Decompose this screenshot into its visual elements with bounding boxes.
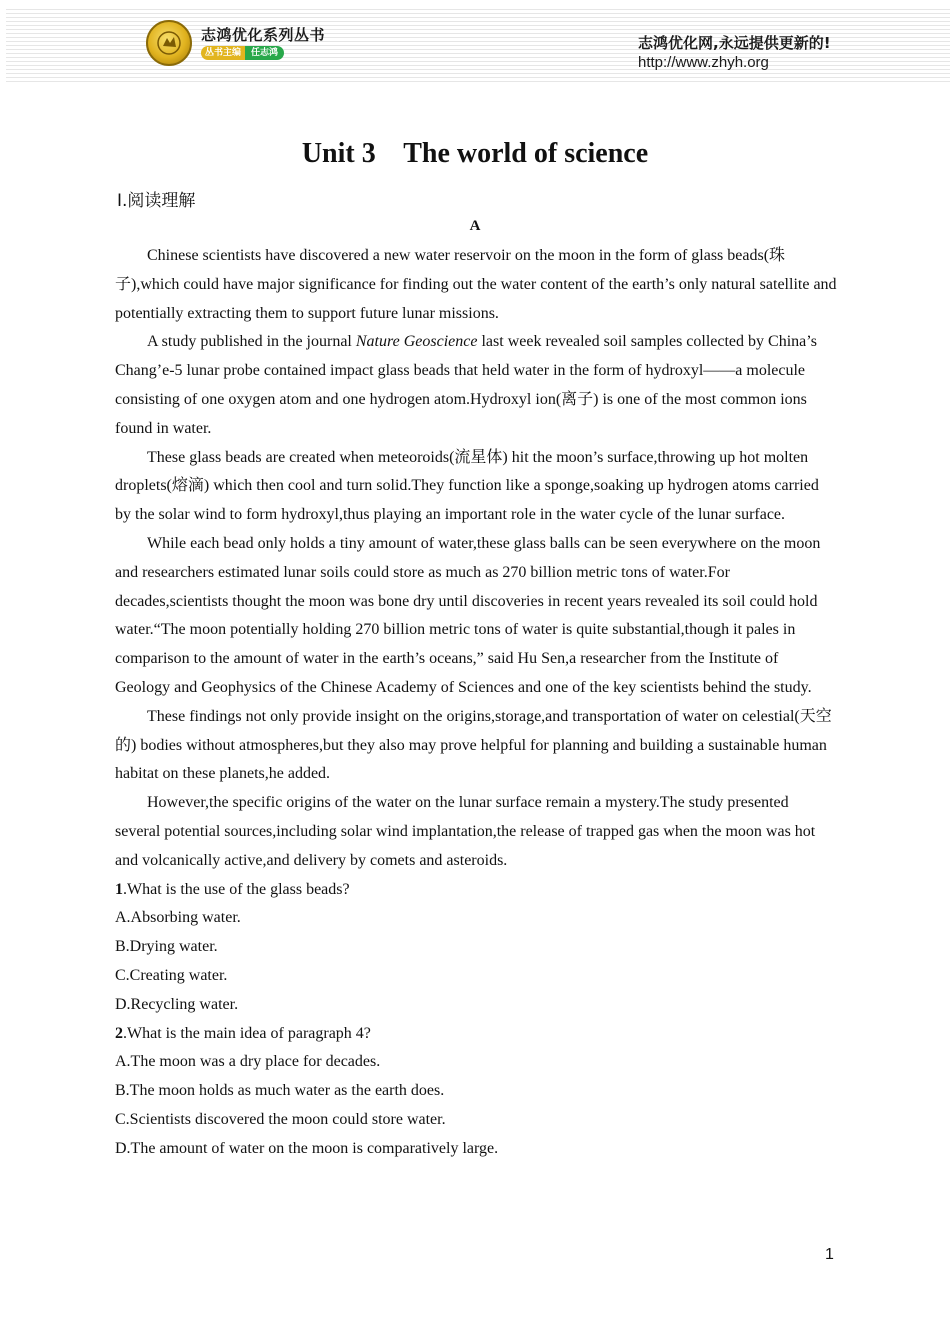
question-stem: .What is the main idea of paragraph 4? xyxy=(123,1024,371,1042)
reading-passage xyxy=(115,242,837,1164)
question-number: 1 xyxy=(115,880,123,898)
option-2d: D.The amount of water on the moon is comparatively large. xyxy=(115,1139,499,1157)
paragraph-3: These glass beads are created when meteoroids(流星体) hit the moon’s surface,throwing up hot molten droplets(熔滴) which then cool and turn solid.They function like a sponge,soaking up hydrogen atoms carried by the solar wind to form hydroxyl,thus playing an important role in the water cycle of the lunar surface. xyxy=(115,448,819,524)
journal-name: Nature Geoscience xyxy=(355,333,478,351)
paragraph-6: However,the specific origins of the water on the lunar surface remain a mystery.The study presented several potential sources,including solar wind implantation,the release of trapped gas when the moon was hot and volcanically active,and delivery by comets and asteroids. xyxy=(115,794,816,869)
option-1a: A.Absorbing water. xyxy=(115,909,241,927)
page-number: 1 xyxy=(825,1246,834,1263)
passage-letter: A xyxy=(469,218,481,234)
option-1c: C.Creating water. xyxy=(115,966,228,984)
editor-name: 任志鸿 xyxy=(245,46,284,60)
page-title: Unit 3 The world of science xyxy=(301,138,649,169)
option-2c: C.Scientists discovered the moon could store water. xyxy=(115,1110,446,1128)
editor-tag xyxy=(201,46,284,60)
site-slogan: 志鸿优化网,永远提供更新的! xyxy=(638,34,831,52)
question-stem: .What is the use of the glass beads? xyxy=(123,880,350,898)
zhihong-seal-logo-icon xyxy=(146,20,192,66)
option-2b: B.The moon holds as much water as the earth does. xyxy=(115,1082,445,1100)
paragraph-2-rest: last week revealed soil samples collected by China’s Chang’e-5 lunar probe contained impact glass beads that held water in the form of hydroxyl——a molecule consisting of one oxygen atom and one hydrogen atom.Hydroxyl ion(离子) is one of the most common ions found in water. xyxy=(115,333,817,437)
question-1 xyxy=(115,876,837,905)
paragraph-5: These findings not only provide insight on the origins,storage,and transportation of water on celestial(天空的) bodies without atmospheres,but they also may prove helpful for planning and building a sustainable human habitat on these planets,he added. xyxy=(115,707,832,783)
paragraph-2 xyxy=(115,328,837,443)
question-2 xyxy=(115,1020,837,1049)
header-banner xyxy=(6,6,950,82)
paragraph-2-lead: A study published in the journal xyxy=(147,333,356,351)
option-1d: D.Recycling water. xyxy=(115,995,239,1013)
editor-label: 丛书主编 xyxy=(201,46,245,60)
section-label: Ⅰ.阅读理解 xyxy=(117,191,196,211)
site-url-link[interactable]: http://www.zhyh.org xyxy=(638,54,769,71)
question-number: 2 xyxy=(115,1024,123,1042)
option-2a: A.The moon was a dry place for decades. xyxy=(115,1053,381,1071)
series-title: 志鸿优化系列丛书 xyxy=(201,26,326,44)
option-1b: B.Drying water. xyxy=(115,938,218,956)
paragraph-4: While each bead only holds a tiny amount of water,these glass balls can be seen everywhere on the moon and researchers estimated lunar soils could store as much as 270 billion metric tons of water.For decades,scientists thought the moon was bone dry until discoveries in recent years revealed its soil could hold water.“The moon potentially holding 270 billion metric tons of water is quite substantial,though it pales in comparison to the amount of water in the earth’s oceans,” said Hu Sen,a researcher from the Institute of Geology and Geophysics of the Chinese Academy of Sciences and one of the key scientists behind the study. xyxy=(115,534,821,696)
seal-emblem-icon xyxy=(156,30,182,56)
paragraph-1: Chinese scientists have discovered a new water reservoir on the moon in the form of glass beads(珠子),which could have major significance for finding out the water content of the earth’s only natural satellite and potentially extracting them to support future lunar missions. xyxy=(115,247,837,322)
